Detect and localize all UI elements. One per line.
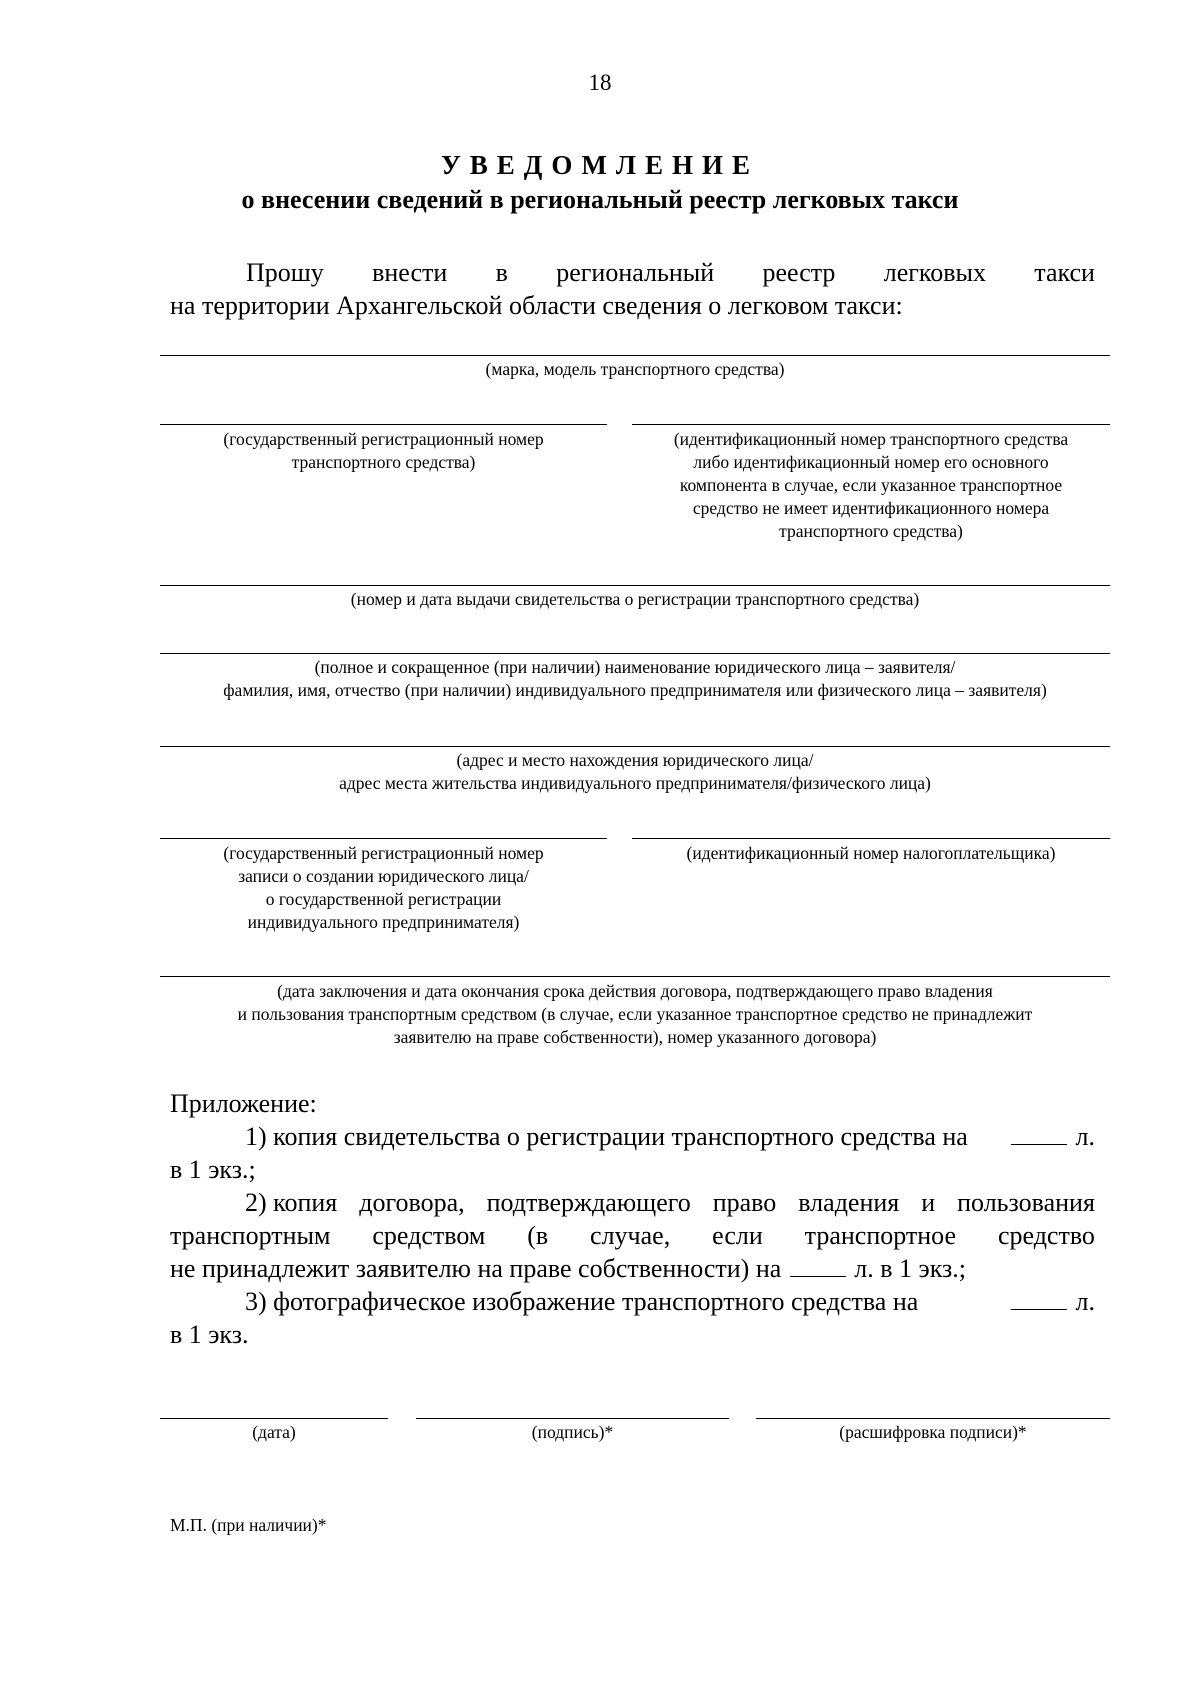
appendix-item-2 [170,1186,1095,1285]
signature-caption: (подпись)* [531,1422,614,1442]
appendix-item-tail [1009,1285,1095,1318]
caption-line: (государственный регистрационный номер [223,843,544,863]
applicant-name-caption [160,656,1110,702]
document-subtitle: о внесении сведений в региональный реестр легковых такси [241,185,959,214]
page-number: 18 [588,70,612,95]
unit-label: л. [1075,1122,1095,1151]
appendix-item-text: 3) фотографическое изображение транспортного средства на [245,1287,919,1316]
state-reg-number-field[interactable] [160,424,607,425]
intro-line-1 [170,256,1095,289]
appendix-word: средством [372,1221,486,1250]
ogrn-field[interactable] [160,838,607,839]
intro-line-2: на территории Архангельской области сведения о легковом такси: [170,291,903,320]
caption-line: (государственный регистрационный номер [223,429,544,449]
inn-field[interactable] [632,838,1110,839]
intro-word: Прошу [246,258,324,287]
registration-certificate-caption: (номер и дата выдачи свидетельства о регистрации транспортного средства) [350,589,920,609]
appendix-word: 2) копия [245,1188,338,1217]
appendix-word: средство [997,1221,1095,1250]
inn-caption: (идентификационный номер налогоплательщика) [686,843,1056,863]
caption-line: фамилия, имя, отчество (при наличии) индивидуального предпринимателя или физического лица – заявителя) [223,680,1047,700]
address-field[interactable] [160,746,1110,747]
signature-field[interactable] [416,1418,729,1419]
applicant-name-field[interactable] [160,653,1110,654]
appendix-item-text: не принадлежит заявителю на праве собственности) на [170,1254,782,1283]
appendix-word: транспортное [804,1221,957,1250]
intro-word: легковых [883,258,986,287]
caption-line: (дата заключения и дата окончания срока действия договора, подтверждающего право владения [277,981,993,1001]
vehicle-make-model-caption: (марка, модель транспортного средства) [485,359,785,379]
appendix-word: пользования [957,1188,1095,1217]
appendix-item-line [170,1120,1095,1153]
appendix-item-3 [170,1285,1095,1351]
appendix-heading: Приложение: [170,1089,317,1118]
appendix-item-line [170,1219,1095,1252]
intro-word: в [495,258,508,287]
state-reg-number-caption [160,428,607,474]
appendix-word: подтверждающего [486,1188,691,1217]
vin-field[interactable] [632,424,1110,425]
signature-decoding-caption: (расшифровка подписи)* [839,1422,1027,1442]
appendix-item-continuation: в 1 экз. [170,1320,249,1349]
pages-count-input[interactable] [790,1256,846,1277]
stamp-note: М.П. (при наличии)* [170,1515,327,1535]
caption-line: индивидуального предпринимателя) [247,912,520,932]
caption-line: (идентификационный номер транспортного средства [673,429,1069,449]
caption-line: компонента в случае, если указанное транспортное [679,475,1063,495]
caption-line: (адрес и место нахождения юридического лица/ [456,750,814,770]
pages-count-input[interactable] [1011,1124,1067,1145]
intro-word: реестр [762,258,836,287]
appendix-word: владения [798,1188,900,1217]
intro-word: такси [1034,258,1095,287]
caption-line: и пользования транспортным средством (в случае, если указанное транспортное средство не принадлежит [237,1004,1033,1024]
vin-caption [632,428,1110,543]
caption-line: записи о создании юридического лица/ [238,866,529,886]
appendix-word: договора, [359,1188,465,1217]
appendix-item-tail [1009,1120,1095,1153]
appendix-item-1 [170,1120,1095,1186]
caption-line: о государственной регистрации [265,889,502,909]
appendix-word: транспортным [170,1221,331,1250]
appendix-item-tail: л. в 1 экз.; [854,1254,966,1283]
appendix-word: право [712,1188,777,1217]
contract-field[interactable] [160,976,1110,977]
appendix-word: и [921,1188,936,1217]
appendix-word: если [712,1221,763,1250]
intro-paragraph [170,256,1095,322]
appendix-item-continuation: в 1 экз.; [170,1155,256,1184]
caption-line: средство не имеет идентификационного номера [692,498,1050,518]
date-caption: (дата) [252,1422,296,1442]
signature-decoding-field[interactable] [756,1418,1110,1419]
appendix-item-line [170,1285,1095,1318]
appendix-item-line [170,1186,1095,1219]
pages-count-input[interactable] [1011,1289,1067,1310]
registration-certificate-field[interactable] [160,585,1110,586]
intro-word: внести [372,258,448,287]
appendix-word: (в [527,1221,549,1250]
appendix-item-line [170,1252,1095,1285]
vehicle-make-model-field[interactable] [160,355,1110,356]
address-caption [160,749,1110,795]
appendix-word: случае, [590,1221,671,1250]
ogrn-caption [160,842,607,934]
caption-line: либо идентификационный номер его основного [693,452,1049,472]
caption-line: заявителю на праве собственности), номер указанного договора) [393,1027,877,1047]
appendix-item-text: 1) копия свидетельства о регистрации транспортного средства на [245,1122,968,1151]
contract-caption [160,980,1110,1049]
appendix-section [170,1087,1095,1351]
date-field[interactable] [160,1418,388,1419]
caption-line: транспортного средства) [779,521,963,541]
intro-word: региональный [556,258,715,287]
document-title: УВЕДОМЛЕНИЕ [440,150,760,180]
caption-line: (полное и сокращенное (при наличии) наименование юридического лица – заявителя/ [314,657,956,677]
caption-line: транспортного средства) [291,452,476,472]
unit-label: л. [1075,1287,1095,1316]
caption-line: адрес места жительства индивидуального предпринимателя/физического лица) [339,773,931,793]
